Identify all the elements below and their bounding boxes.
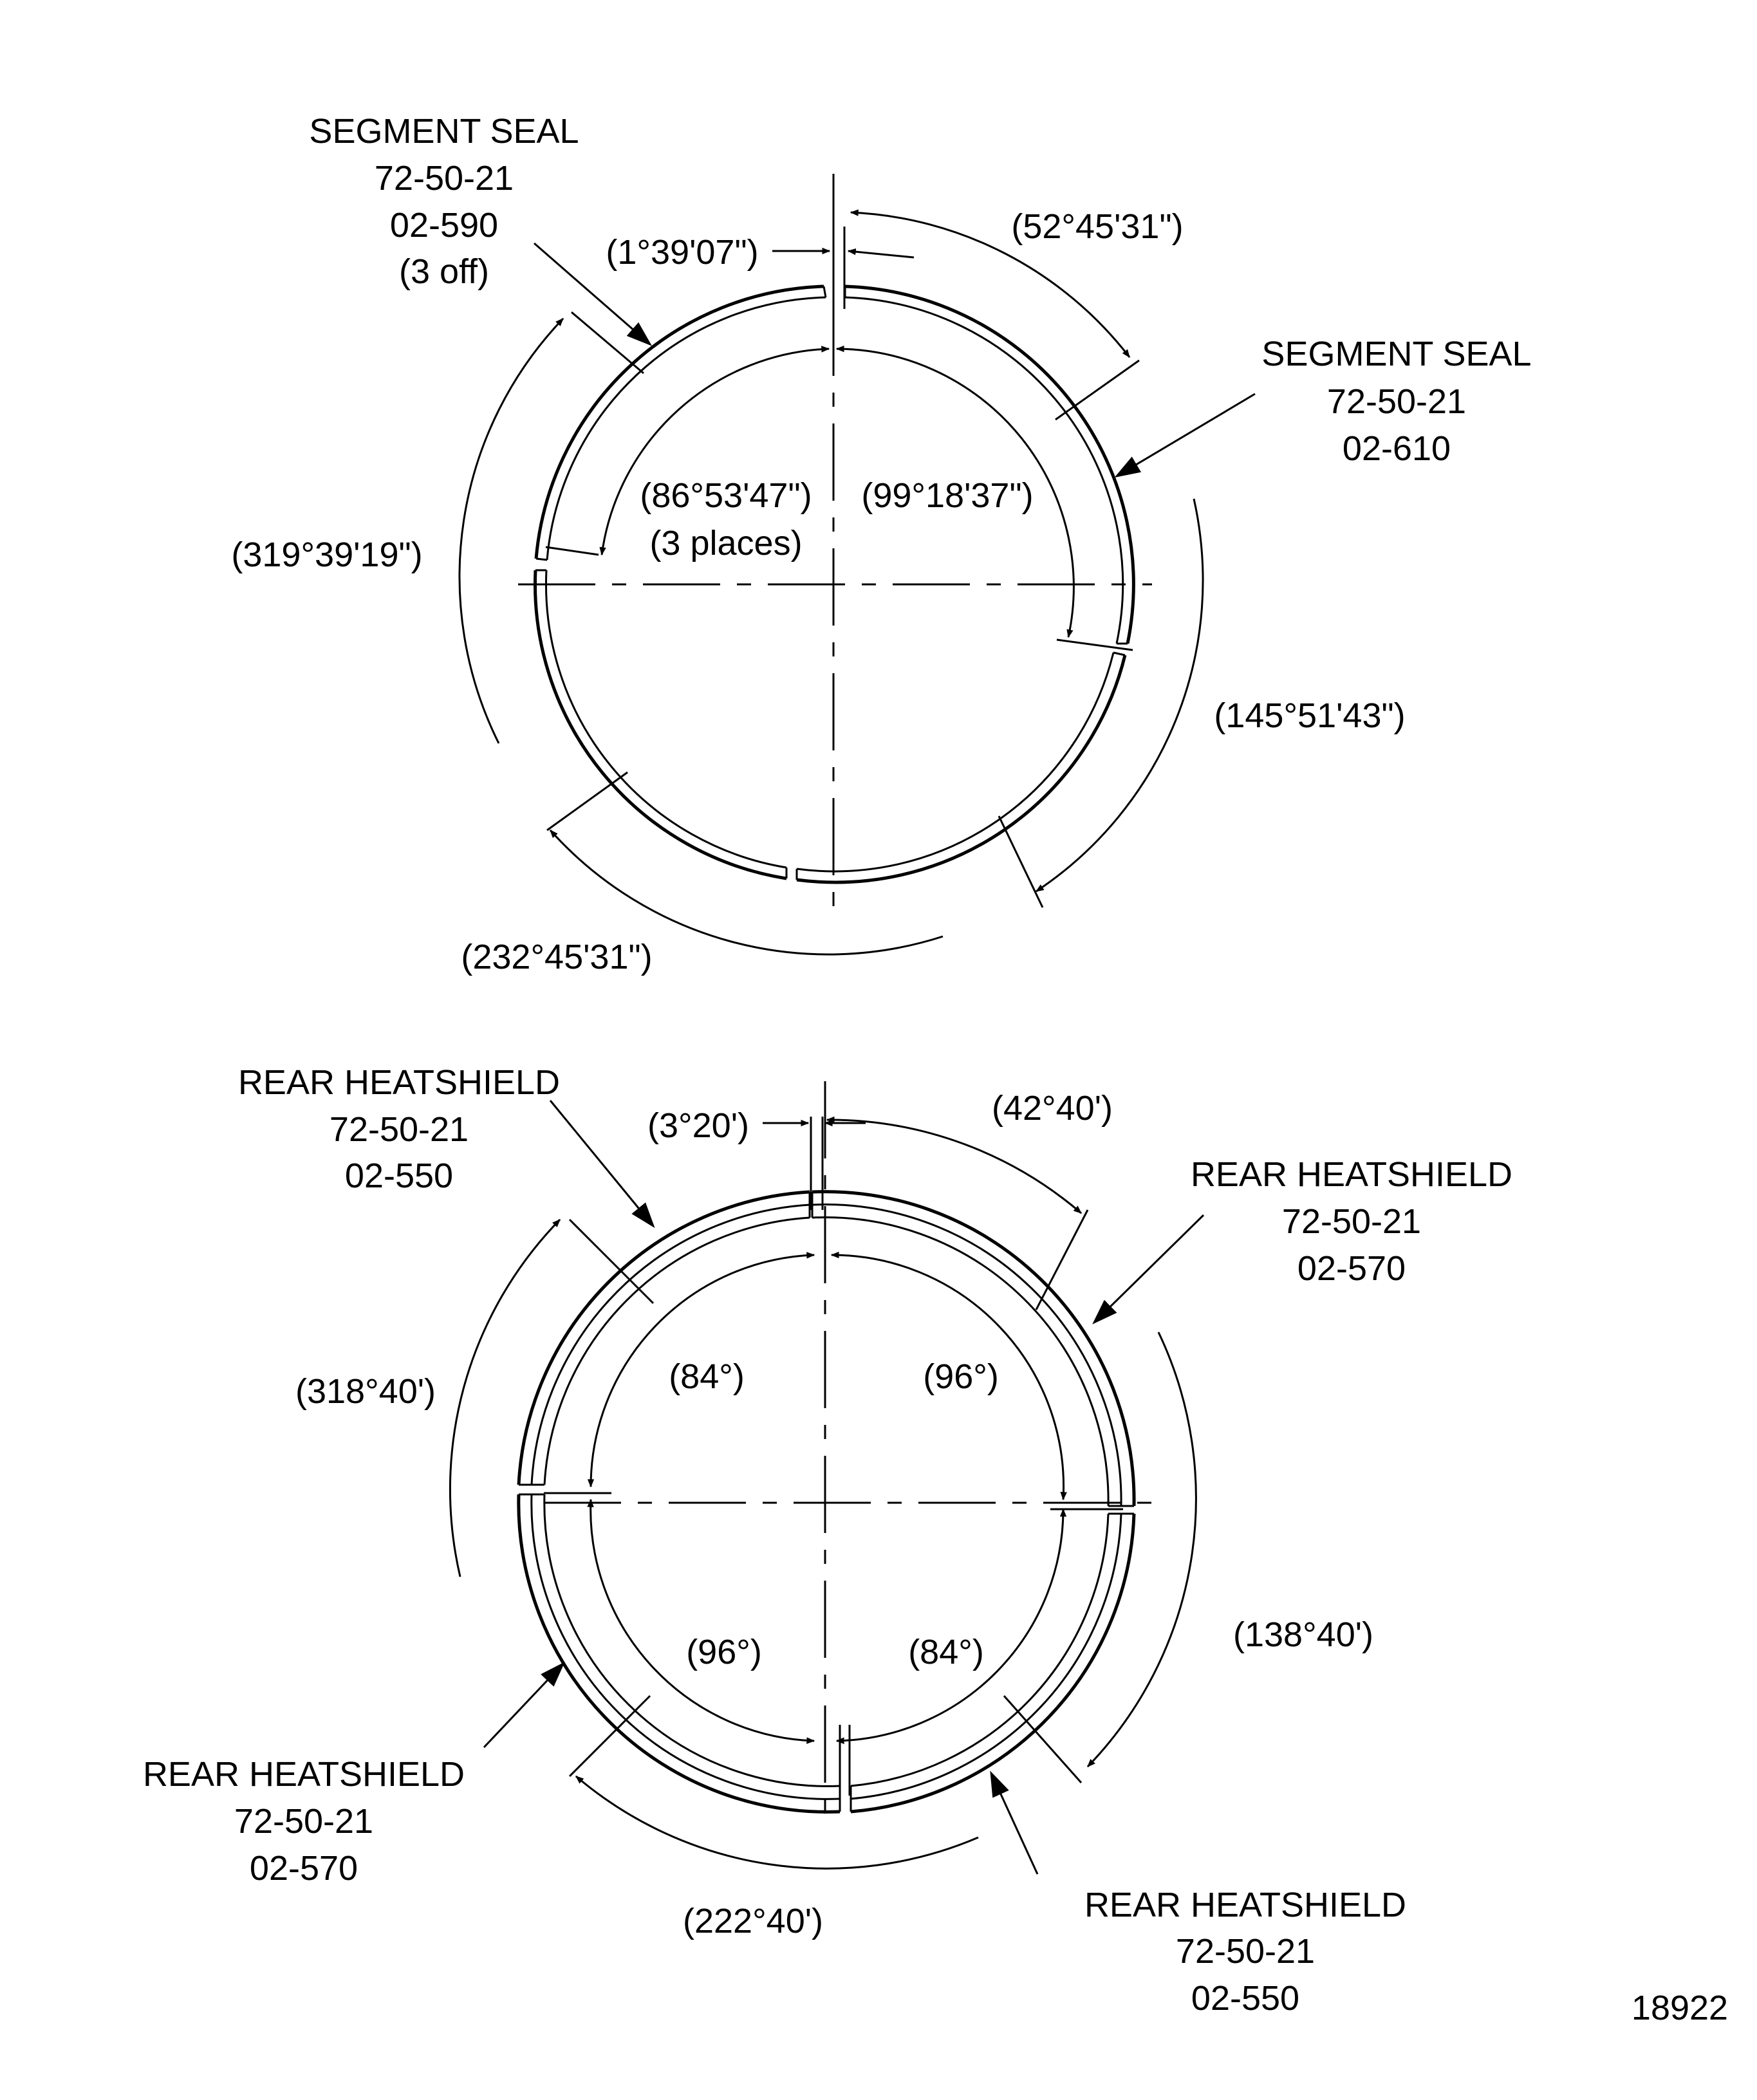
upper-angle-86-note: (3 places): [649, 524, 803, 562]
upper-callout-segment-seal-3off: [309, 112, 579, 291]
lower-callout-heatshield-top-right: [1191, 1155, 1512, 1288]
svg-text:72-50-21: 72-50-21: [374, 159, 514, 198]
upper-leader-segment-seal-single: [1117, 394, 1255, 476]
lower-callout-heatshield-bottom-left: [143, 1755, 465, 1888]
lower-angle-222-label: (222°40'): [682, 1902, 824, 1940]
upper-angle-99-label: (99°18'37"): [861, 476, 1034, 515]
upper-angle-52-label: (52°45'31"): [1011, 207, 1184, 246]
lower-rear-heatshield-ring-assembly: [143, 1063, 1512, 2018]
lower-callout-heatshield-top-left: [238, 1063, 560, 1195]
lower-angle-138-label: (138°40'): [1232, 1615, 1374, 1654]
lower-angle-96-upper-label: (96°): [923, 1357, 999, 1396]
svg-text:72-50-21: 72-50-21: [1281, 1202, 1422, 1241]
drawing-number: 18922: [1631, 1989, 1729, 2027]
svg-text:SEGMENT SEAL: SEGMENT SEAL: [1261, 335, 1532, 373]
lower-ring-segment-lower-right: [851, 1514, 1134, 1812]
svg-text:72-50-21: 72-50-21: [1175, 1932, 1315, 1971]
svg-text:REAR HEATSHIELD: REAR HEATSHIELD: [237, 1063, 561, 1102]
svg-text:REAR HEATSHIELD: REAR HEATSHIELD: [1084, 1886, 1407, 1924]
lower-angle-84-lower-label: (84°): [908, 1633, 984, 1671]
svg-text:(3 off): (3 off): [398, 252, 490, 291]
lower-angle-318-label: (318°40'): [295, 1372, 436, 1411]
svg-text:72-50-21: 72-50-21: [1326, 382, 1467, 421]
lower-angle-96-lower-label: (96°): [686, 1633, 762, 1671]
lower-heatshield-ring: [519, 1192, 1134, 1812]
upper-angle-145-label: (145°51'43"): [1214, 696, 1406, 735]
svg-text:02-590: 02-590: [389, 206, 499, 245]
upper-ring-segment-lower-right: [797, 655, 1125, 882]
upper-segment-seal-ring-assembly: [231, 112, 1531, 976]
lower-leader-heatshield-bottom-left: [484, 1664, 563, 1747]
svg-text:02-570: 02-570: [1297, 1249, 1406, 1288]
upper-ring-segment-left: [536, 286, 824, 559]
upper-angle-86-label: (86°53'47"): [640, 476, 812, 515]
lower-leader-heatshield-bottom-right: [991, 1773, 1037, 1874]
svg-text:72-50-21: 72-50-21: [234, 1802, 374, 1841]
lower-callout-heatshield-bottom-right: [1084, 1886, 1406, 2018]
svg-text:SEGMENT SEAL: SEGMENT SEAL: [309, 112, 579, 151]
lower-angle-42-label: (42°40'): [992, 1089, 1113, 1128]
svg-text:02-550: 02-550: [344, 1157, 454, 1195]
lower-leader-heatshield-top-left: [550, 1101, 653, 1226]
lower-ring-segment-upper-left: [519, 1192, 810, 1485]
lower-ring-segment-lower-left: [519, 1494, 840, 1812]
upper-angle-gap-label: (1°39'07"): [606, 233, 759, 272]
svg-text:02-570: 02-570: [249, 1849, 358, 1888]
upper-ring-segment-right: [845, 286, 1133, 644]
lower-angle-gap-label: (3°20'): [647, 1106, 749, 1145]
lower-ring-segment-upper-right: [812, 1192, 1134, 1506]
svg-text:REAR HEATSHIELD: REAR HEATSHIELD: [1190, 1155, 1513, 1194]
upper-callout-segment-seal-single: [1261, 335, 1531, 468]
upper-ring-segment-lower-left: [535, 570, 786, 878]
upper-angle-232-label: (232°45'31"): [461, 938, 653, 976]
svg-text:72-50-21: 72-50-21: [329, 1110, 469, 1149]
svg-text:02-550: 02-550: [1191, 1979, 1300, 2018]
lower-leader-heatshield-top-right: [1094, 1215, 1204, 1323]
svg-text:02-610: 02-610: [1342, 429, 1451, 468]
svg-text:REAR HEATSHIELD: REAR HEATSHIELD: [142, 1755, 465, 1794]
lower-angle-84-upper-label: (84°): [669, 1357, 745, 1396]
upper-angle-319-label: (319°39'19"): [231, 535, 423, 574]
